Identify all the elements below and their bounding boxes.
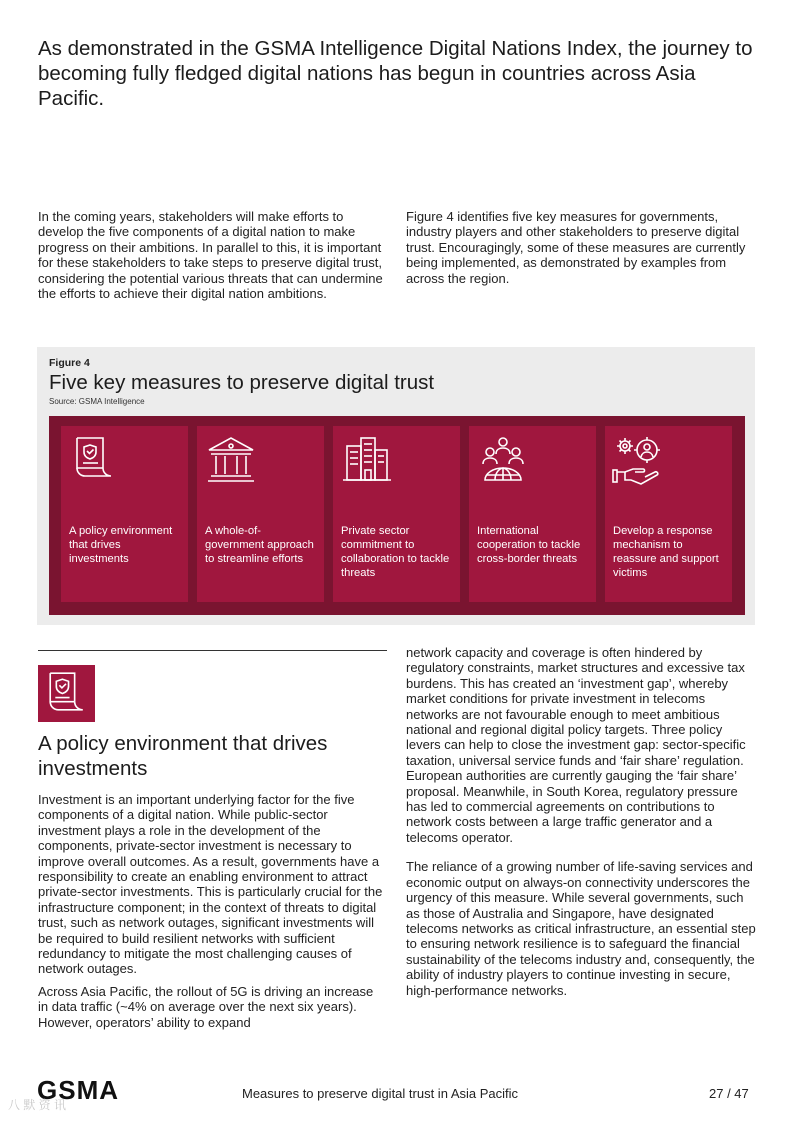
policy-document-icon: [38, 665, 95, 722]
watermark: 八 默 资 讯: [8, 1098, 67, 1112]
measure-label: Private sector commitment to collaboration to tackle threats: [341, 525, 450, 579]
gsma-logo: GSMA: [37, 1075, 119, 1105]
policy-document-icon: [67, 432, 123, 488]
measure-label: A policy environment that drives investments: [69, 525, 173, 565]
measure-label: International cooperation to tackle cross-border threats: [477, 525, 581, 565]
paragraph: network capacity and coverage is often hindered by regulatory constraints, market structures and excessive tax burdens. This has created an ‘investment gap’, whereby market conditions for private investment in telecoms networks are not favourable enough to meet ambitious national and regional digital policy targets. Three policy levers can help to close the investment gap: sector-specific taxation, universal service funds and ‘fair share’ regulation. European authorities are currently gauging the ‘fair share’ proposal. Meanwhile, in South Korea, regulatory pressure has led to commercial agreements on contributions to network costs between a large traffic generator and a telecoms operator.: [406, 645, 746, 845]
measures-panel: [49, 416, 745, 615]
measure-card-government: [197, 426, 324, 602]
paragraph: Across Asia Pacific, the rollout of 5G is driving an increase in data traffic (~4% on average over the next six years). However, operators’ ability to expand: [38, 983, 374, 1030]
section-title: A policy environment that drives investments: [38, 732, 328, 780]
paragraph: The reliance of a growing number of life-saving services and economic output on always-on connectivity underscores the urgency of this measure. While several governments, such as those of Australia and Singapore, have designated telecoms networks as critical infrastructure, an essential step to ensuring network resilience is to safeguard the financial sustainability of the telecoms industry and, consequently, the ability of industry players to continue investing in secure, high-performance networks.: [406, 859, 756, 998]
figure-label: Figure 4: [49, 357, 90, 369]
measure-label: Develop a response mechanism to reassure and support victims: [613, 525, 719, 579]
section-body-right: [406, 645, 756, 1005]
footer-title: Measures to preserve digital trust in Asia Pacific: [242, 1086, 519, 1101]
measure-card-response: [605, 426, 732, 602]
paragraph: Investment is an important underlying factor for the five components of a digital nation. While public-sector investment plays a role in the development of the components, private-sector investment is necessary to improve overall outcomes. As a result, governments have a responsibility to create an enabling environment to attract private-sector investments. This is particularly crucial for the infrastructure component; in the context of threats to digital trust, such as network outages, significant investments will be required to build resilient networks with sufficient redundancy to mitigate the most challenging causes of network outages.: [38, 792, 383, 977]
office-buildings-icon: [339, 432, 395, 488]
section-divider: [38, 650, 387, 651]
measure-card-policy: [61, 426, 188, 602]
figure-4: [37, 347, 755, 625]
measure-card-private-sector: [333, 426, 460, 602]
measure-label: A whole-of-government approach to streamline efforts: [205, 525, 314, 565]
measure-card-international: [469, 426, 596, 602]
government-building-icon: [203, 432, 259, 488]
intro-paragraph-right: Figure 4 identifies five key measures for governments, industry players and other stakeholders to preserve digital trust. Encouragingly, some of these measures are currently being implemented, as demonstrated by examples from across the region.: [406, 209, 746, 286]
figure-source: Source: GSMA Intelligence: [49, 397, 145, 406]
page-number: 27 / 47: [709, 1086, 749, 1101]
intro-paragraph-left: In the coming years, stakeholders will make efforts to develop the five components of a digital nation to make progress on their ambitions. In parallel to this, it is important for these stakeholders to take steps to preserve digital trust, considering the potential various threats that can undermine the efforts to achieve their digital nation ambitions.: [38, 209, 383, 302]
intro-heading: As demonstrated in the GSMA Intelligence Digital Nations Index, the journey to becoming fully fledged digital nations has begun in countries across Asia Pacific.: [38, 37, 753, 110]
figure-title: Five key measures to preserve digital trust: [49, 371, 435, 394]
gears-support-icon: [611, 432, 667, 488]
section-body-left: [38, 792, 384, 1037]
section-icon-badge: [38, 665, 95, 722]
people-globe-icon: [475, 432, 531, 488]
